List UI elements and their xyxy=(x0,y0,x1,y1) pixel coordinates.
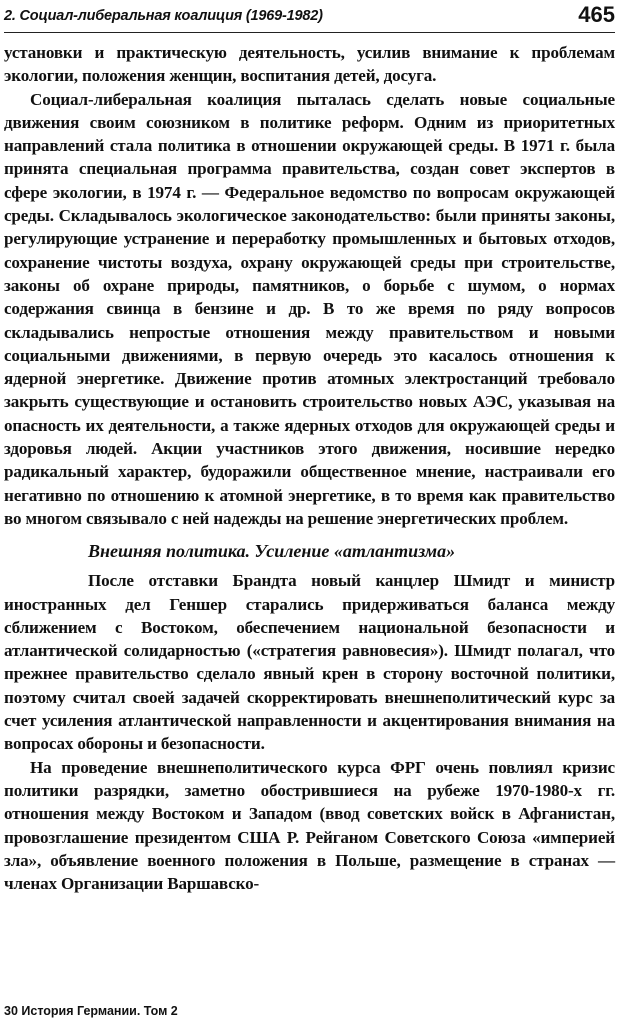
main-text xyxy=(4,41,615,895)
running-head xyxy=(4,2,615,33)
paragraph-foreign-policy: После отставки Брандта новый канцлер Шмидт и министр иностранных дел Геншер старались придерживаться баланса между сближением с Востоком, обеспечением национальной безопасности и атлантической солидарностью («стратегия равновесия»). Шмидт полагал, что прежнее правительство сделало явный крен в сторону восточной политики, поэтому считал своей задачей скорректировать внешнеполитический курс за счет усиления атлантической направленности и акцентирования внимания на вопросах обороны и безопасности. xyxy=(4,571,615,754)
page-number: 465 xyxy=(578,2,615,27)
paragraph-detente-crisis: На проведение внешнеполитического курса ФРГ очень повлиял кризис политики разрядки, заметно обострившиеся на рубеже 1970-1980-х гг. отношения между Востоком и Западом (ввод советских войск в Афганистан, провозглашение президентом США Р. Рейганом Советского Союза «империей зла», объявление военного положения в Польше, размещение в странах — членах Организации Варшавско- xyxy=(4,757,615,894)
running-title: 2. Социал-либеральная коалиция (1969-1982) xyxy=(4,8,323,24)
section-heading: Внешняя политика. Усиление «атлантизма» xyxy=(88,541,456,562)
paragraph-continuation: установки и практическую деятельность, усилив внимание к проблемам экологии, положения женщин, воспитания детей, досуга. xyxy=(4,43,615,86)
paragraph-ecology-policy: Социал-либеральная коалиция пыталась сделать новые социальные движения своим союзником в политике реформ. Одним из приоритетных направлений стала политика в отношении окружающей среды. В 1971 г. была принята специальная программа правительства, создан совет экспертов в сфере экологии, в 1974 г. — Федеральное ведомство по вопросам окружающей среды. Складывалось экологическое законодательство: были приняты законы, регулирующие устранение и переработку промышленных и бытовых отходов, сохранение чистоты воздуха, охрану окружающей среды при строительстве, законы об охране природы, памятников, о борьбе с шумом, о нормах содержания свинца в бензине и др. В то же время по ряду вопросов складывались непростые отношения между правительством и новыми социальными движениями, в первую очередь это касалось отношения к ядерной энергетике. Движение против атомных электростанций требовало закрыть существующие и остановить строительство новых АЭС, указывая на опасность их деятельности, а также ядерных отходов для окружающей среды и здоровья людей. Акции участников этого движения, носившие нередко радикальный характер, будоражили общественное мнение, настраивали его негативно по отношению к атомной энергетике, в то время как правительство во многом связывало с ней надежды на решение энергетических проблем. xyxy=(4,89,615,528)
printer-signature: 30 История Германии. Том 2 xyxy=(4,1004,178,1018)
